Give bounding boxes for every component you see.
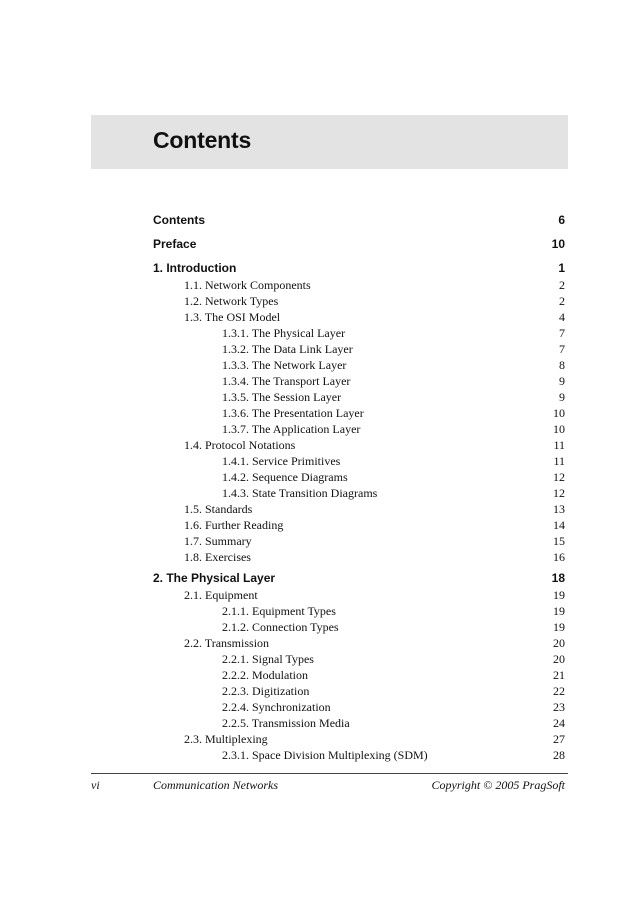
toc-entry-page: 10 <box>553 422 565 436</box>
toc-entry-label: 2.3.1. Space Division Multiplexing (SDM) <box>222 748 428 762</box>
toc-entry-page: 1 <box>558 261 565 275</box>
toc-entry-label: 1.3.6. The Presentation Layer <box>222 406 364 420</box>
toc-entry-page: 19 <box>553 604 565 618</box>
toc-entry-page: 6 <box>558 213 565 227</box>
toc-entry-label: 2.3. Multiplexing <box>184 732 268 746</box>
toc-entry-label: 1.4.2. Sequence Diagrams <box>222 470 348 484</box>
toc-entry-page: 14 <box>553 518 565 532</box>
toc-entry-page: 20 <box>553 652 565 666</box>
toc-entry-label: 2.2.1. Signal Types <box>222 652 314 666</box>
toc-entry-label: 2.1.2. Connection Types <box>222 620 339 634</box>
toc-entry-label: 1.8. Exercises <box>184 550 251 564</box>
footer-book-title: Communication Networks <box>153 778 278 792</box>
toc-entry-label: 2.2.5. Transmission Media <box>222 716 350 730</box>
toc-entry-page: 18 <box>551 571 565 585</box>
toc-entry-label: 1.5. Standards <box>184 502 253 516</box>
toc-entry-label: 1.3.7. The Application Layer <box>222 422 361 436</box>
toc-entry-label: 1. Introduction <box>153 261 237 275</box>
toc-entry-page: 2 <box>559 294 565 308</box>
toc-entry-label: 2.1. Equipment <box>184 588 258 602</box>
toc-entry-label: 1.3.3. The Network Layer <box>222 358 347 372</box>
toc-entry-page: 27 <box>553 732 565 746</box>
toc-entry-page: 11 <box>553 438 565 452</box>
toc-entry-label: 2.1.1. Equipment Types <box>222 604 336 618</box>
toc-entry-page: 9 <box>559 390 565 404</box>
toc-entry-page: 15 <box>553 534 565 548</box>
footer-rule <box>91 773 568 774</box>
toc-entry-label: 1.1. Network Components <box>184 278 311 292</box>
toc-entry-page: 24 <box>553 716 565 730</box>
toc-entry-page: 21 <box>553 668 565 682</box>
toc-entry-page: 4 <box>559 310 565 324</box>
toc-entry-page: 23 <box>553 700 565 714</box>
toc-entry-label: 1.4.3. State Transition Diagrams <box>222 486 378 500</box>
toc-entry-page: 19 <box>553 620 565 634</box>
toc-entry-label: 2.2.2. Modulation <box>222 668 308 682</box>
toc-entry-label: 1.4.1. Service Primitives <box>222 454 341 468</box>
toc-entry-label: 1.3.4. The Transport Layer <box>222 374 351 388</box>
toc-entry-page: 9 <box>559 374 565 388</box>
footer-copyright: Copyright © 2005 PragSoft <box>431 778 565 792</box>
toc-entry-page: 20 <box>553 636 565 650</box>
toc-entry-page: 10 <box>553 406 565 420</box>
toc-entry-label: 1.3. The OSI Model <box>184 310 281 324</box>
toc-entry-page: 8 <box>559 358 565 372</box>
toc-entry-page: 28 <box>553 748 565 762</box>
toc-entry-label: 1.7. Summary <box>184 534 252 548</box>
toc-entry-page: 7 <box>559 342 565 356</box>
toc-entry-label: 1.6. Further Reading <box>184 518 284 532</box>
toc-entry-page: 11 <box>553 454 565 468</box>
toc-entry-label: 1.3.2. The Data Link Layer <box>222 342 353 356</box>
toc-entry-page: 13 <box>553 502 565 516</box>
toc-entry-label: 2. The Physical Layer <box>153 571 276 585</box>
footer-page-number: vi <box>91 778 100 792</box>
toc-entry-label: Preface <box>153 237 197 251</box>
toc-entry-label: 1.4. Protocol Notations <box>184 438 296 452</box>
toc-entry-page: 12 <box>553 486 565 500</box>
toc-entry-page: 19 <box>553 588 565 602</box>
page-title: Contents <box>153 127 252 153</box>
toc-entry-page: 12 <box>553 470 565 484</box>
toc-entry-label: 2.2. Transmission <box>184 636 270 650</box>
toc-entry-label: Contents <box>153 213 205 227</box>
toc-entry-label: 2.2.4. Synchronization <box>222 700 331 714</box>
toc-entry-label: 2.2.3. Digitization <box>222 684 310 698</box>
toc-entry-label: 1.3.5. The Session Layer <box>222 390 342 404</box>
toc-entry-label: 1.3.1. The Physical Layer <box>222 326 346 340</box>
toc-entry-label: 1.2. Network Types <box>184 294 279 308</box>
toc-entry-page: 10 <box>551 237 565 251</box>
toc-entry-page: 16 <box>553 550 565 564</box>
toc-entry-page: 2 <box>559 278 565 292</box>
toc-entry-page: 22 <box>553 684 565 698</box>
toc-entry-page: 7 <box>559 326 565 340</box>
